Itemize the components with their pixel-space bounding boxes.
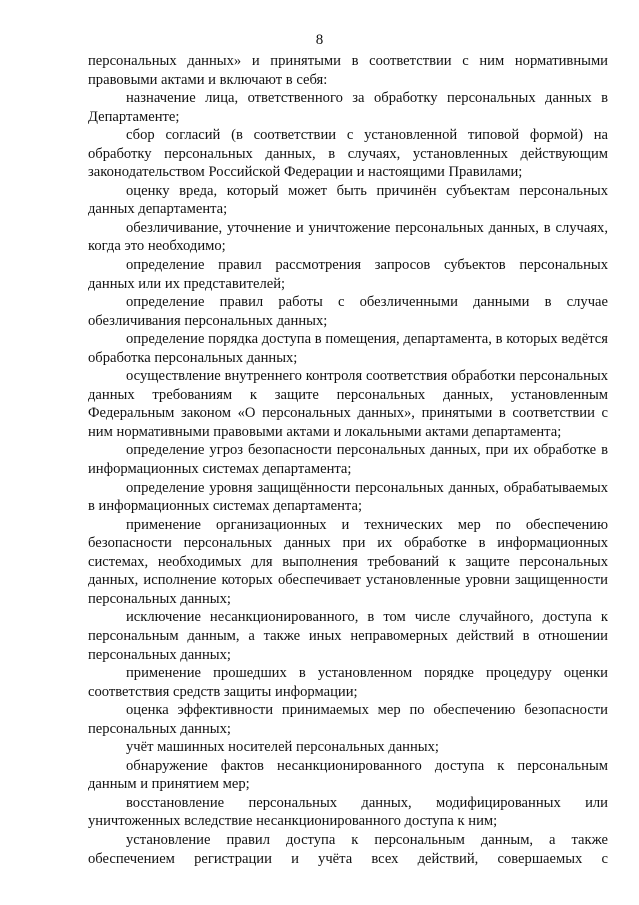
list-item-certified-tools: применение прошедших в установленном порядке процедуру оценки соответствия средств защиты информации; xyxy=(88,665,608,700)
list-item-premises-access: определение порядка доступа в помещения, департамента, в которых ведётся обработка персональных данных; xyxy=(88,331,608,366)
list-item-effectiveness-assessment: оценка эффективности принимаемых мер по обеспечению безопасности персональных данных; xyxy=(88,702,608,737)
list-item-threat-definition: определение угроз безопасности персональных данных, при их обработке в информационных системах департамента; xyxy=(88,442,608,478)
list-item-media-accounting: учёт машинных носителей персональных данных; xyxy=(126,739,439,756)
list-item-harm-assessment: оценку вреда, который может быть причинён субъектам персональных данных департамента; xyxy=(88,182,608,218)
document-body xyxy=(88,52,608,868)
list-item-data-recovery: восстановление персональных данных, модифицированных или уничтоженных вследствие несанкционированного доступа к ним; xyxy=(88,794,608,830)
list-item-protection-level: определение уровня защищённости персональных данных, обрабатываемых в информационных системах департамента; xyxy=(88,479,608,515)
list-item-protection-measures: применение организационных и технических мер по обеспечению безопасности персональных данных при их обработке в информационных системах, необходимых для выполнения требований к защите персональных данных, исполнение которых обеспечивает установленные уровни защищенности персональных данных; xyxy=(88,516,608,607)
list-item-internal-control: осуществление внутреннего контроля соответствия обработки персональных данных требованиям к защите персональных данных, установленным Федеральным законом «О персональных данных», принятыми в соответствии с ним нормативными правовыми актами и локальными актами департамента; xyxy=(88,368,608,440)
list-item-access-rules: установление правил доступа к персональным данным, а также обеспечением регистрации и учёта всех действий, совершаемых с xyxy=(88,831,608,867)
page-number: 8 xyxy=(315,32,324,48)
list-item-depersonalization: обезличивание, уточнение и уничтожение персональных данных, в случаях, когда это необходимо; xyxy=(88,219,608,255)
list-item-request-rules: определение правил рассмотрения запросов субъектов персональных данных или их представителей; xyxy=(88,257,608,292)
paragraph-continuation: персональных данных» и принятыми в соответствии с ним нормативными правовыми актами и включают в себя: xyxy=(88,53,608,88)
list-item-consent-collection: сбор согласий (в соответствии с установленной типовой формой) на обработку персональных данных, в случаях, установленных действующим законодательством Российской Федерации и настоящими Правилами; xyxy=(88,127,608,181)
list-item-responsible-person: назначение лица, ответственного за обработку персональных данных в Департаменте; xyxy=(88,90,608,125)
list-item-unauthorized-access-exclusion: исключение несанкционированного, в том числе случайного, доступа к персональным данным, а также иных неправомерных действий в отношении персональных данных; xyxy=(88,609,608,663)
list-item-depersonalized-data-rules: определение правил работы с обезличенными данными в случае обезличивания персональных данных; xyxy=(88,294,608,329)
list-item-incident-detection: обнаружение фактов несанкционированного доступа к персональным данным и принятием мер; xyxy=(88,757,608,793)
